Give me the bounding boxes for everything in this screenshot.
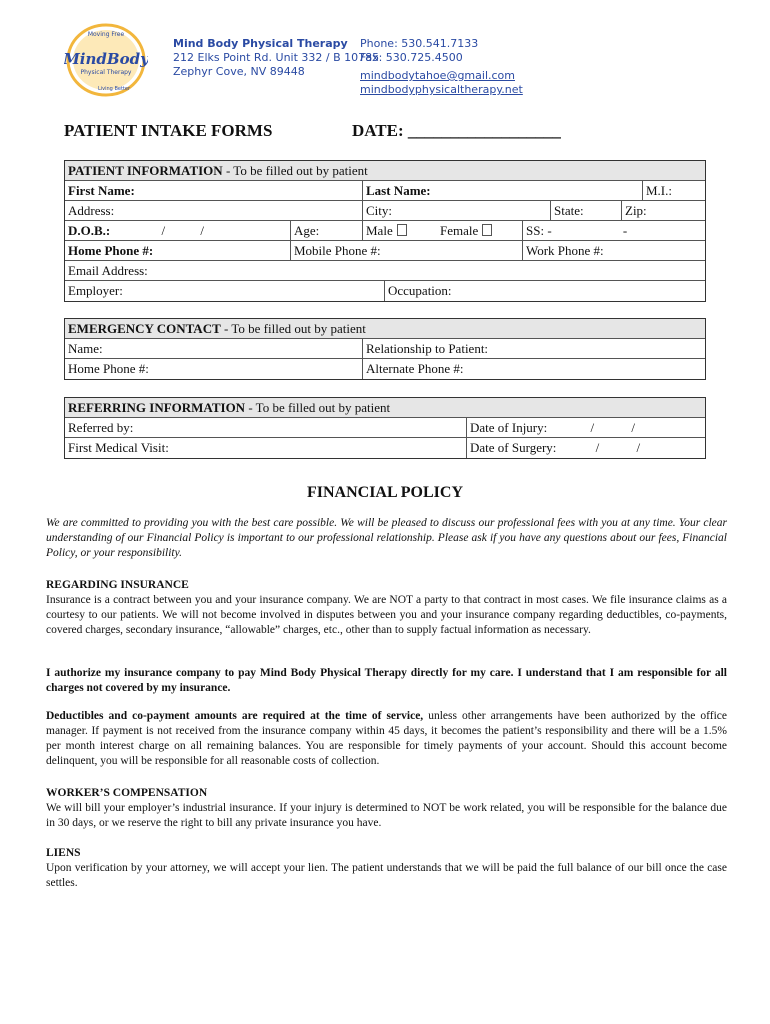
alternate-phone-field[interactable]: Alternate Phone #: xyxy=(366,361,464,376)
home-phone-field[interactable]: Home Phone #: xyxy=(65,241,291,260)
referring-heading: REFERRING INFORMATION - To be filled out by patient xyxy=(68,400,391,415)
referred-by-field[interactable]: Referred by: xyxy=(65,418,467,437)
logo-sub: Physical Therapy xyxy=(80,69,132,76)
address-line-2: Zephyr Cove, NV 89448 xyxy=(173,65,305,78)
phone-number: Phone: 530.541.7133 xyxy=(360,37,479,50)
occupation-field[interactable]: Occupation: xyxy=(388,283,452,298)
first-name-field[interactable]: First Name: xyxy=(65,181,363,200)
practice-logo xyxy=(64,22,148,98)
logo-text-top: Moving Free xyxy=(87,31,125,38)
workers-comp-heading: WORKER’S COMPENSATION xyxy=(46,787,208,799)
middle-initial-field[interactable]: M.I.: xyxy=(646,183,672,198)
patient-information-section xyxy=(64,160,706,302)
age-field[interactable]: Age: xyxy=(291,221,363,240)
emergency-home-phone-field[interactable]: Home Phone #: xyxy=(65,359,363,379)
zip-field[interactable]: Zip: xyxy=(625,203,647,218)
city-field[interactable]: City: xyxy=(363,201,551,220)
relationship-field[interactable]: Relationship to Patient: xyxy=(366,341,489,356)
state-field[interactable]: State: xyxy=(551,201,622,220)
mobile-phone-field[interactable]: Mobile Phone #: xyxy=(291,241,523,260)
patient-info-heading: PATIENT INFORMATION - To be filled out by patient xyxy=(68,163,368,178)
date-of-injury-field[interactable]: Date of Injury: / / xyxy=(470,420,636,435)
liens-text: Upon verification by your attorney, we will accept your lien. The patient understands that we will be paid the full balance of our bill once the case settles. xyxy=(46,862,727,889)
last-name-field[interactable]: Last Name: xyxy=(363,181,643,200)
logo-brand: MindBody xyxy=(64,50,148,68)
deductibles-section xyxy=(46,709,727,769)
liens-heading: LIENS xyxy=(46,847,81,859)
employer-field[interactable]: Employer: xyxy=(65,281,385,301)
ss-field[interactable]: SS: - - xyxy=(526,223,628,238)
deductibles-bold: Deductibles and co-payment amounts are required at the time of service, xyxy=(46,710,424,722)
first-medical-visit-field[interactable]: First Medical Visit: xyxy=(65,438,467,458)
authorization-statement: I authorize my insurance company to pay Mind Body Physical Therapy directly for my care. I understand that I am responsible for all charges not covered by my insurance. xyxy=(46,667,727,694)
date-of-surgery-field[interactable]: Date of Surgery: / / xyxy=(470,440,641,455)
practice-address-block xyxy=(173,37,379,79)
logo-text-bottom: Living Better xyxy=(97,86,131,92)
emergency-heading: EMERGENCY CONTACT - To be filled out by patient xyxy=(68,321,366,336)
email-address-field[interactable]: Email Address: xyxy=(68,263,148,278)
referring-information-section xyxy=(64,397,706,459)
female-checkbox[interactable] xyxy=(482,224,492,236)
gender-field[interactable]: Male Female xyxy=(363,221,523,240)
emergency-name-field[interactable]: Name: xyxy=(65,339,363,358)
emergency-contact-section xyxy=(64,318,706,380)
date-field[interactable]: DATE: __________________ xyxy=(352,121,561,140)
fax-number: Fax: 530.725.4500 xyxy=(360,51,463,64)
male-checkbox[interactable] xyxy=(397,224,407,236)
workers-comp-section xyxy=(46,786,727,831)
workers-comp-text: We will bill your employer’s industrial insurance. If your injury is determined to NOT be work related, you will be responsible for the balance due in 30 days, or we reserve the right to bill any private insurance you have. xyxy=(46,802,727,829)
insurance-text: Insurance is a contract between you and your insurance company. We are NOT a party to that contract in most cases. We file insurance claims as a courtesy to our patients. We will not become involved in disputes between you and your insurance company regarding deductibles, co-payments, covered charges, secondary insurance, “allowable” charges, etc., other than to supply factual information as necessary. xyxy=(46,594,727,636)
insurance-section xyxy=(46,578,727,638)
dob-field[interactable]: D.O.B.: / / xyxy=(65,221,291,240)
financial-policy-title: FINANCIAL POLICY xyxy=(306,484,463,501)
liens-section xyxy=(46,846,727,891)
website-link[interactable]: mindbodyphysicaltherapy.net xyxy=(360,83,523,96)
practice-name: Mind Body Physical Therapy xyxy=(173,37,348,50)
work-phone-field[interactable]: Work Phone #: xyxy=(526,243,604,258)
email-link[interactable]: mindbodytahoe@gmail.com xyxy=(360,69,515,82)
practice-contact-block xyxy=(360,37,523,97)
page-title: PATIENT INTAKE FORMS xyxy=(64,121,273,140)
policy-intro: We are committed to providing you with the best care possible. We will be pleased to discuss our professional fees with you at any time. Your clear understanding of our Financial Policy is important to our professional relationship. Please ask if you have any questions about our fees, Financial Policy, or your responsibility. xyxy=(46,517,727,559)
address-line-1: 212 Elks Point Rd. Unit 332 / B 10785 xyxy=(173,51,380,64)
deductibles-text: unless other arrangements have been authorized by the office manager. If payment is not received from the insurance company within 45 days, it becomes the patient’s responsibility and there will be a 1.5% per month interest charge on all remaining balances. You are responsible for timely payments of your account. Should this account become delinquent, you will be responsible for all reasonable costs of collection. xyxy=(46,710,727,767)
address-field[interactable]: Address: xyxy=(65,201,363,220)
insurance-heading: REGARDING INSURANCE xyxy=(46,579,189,591)
